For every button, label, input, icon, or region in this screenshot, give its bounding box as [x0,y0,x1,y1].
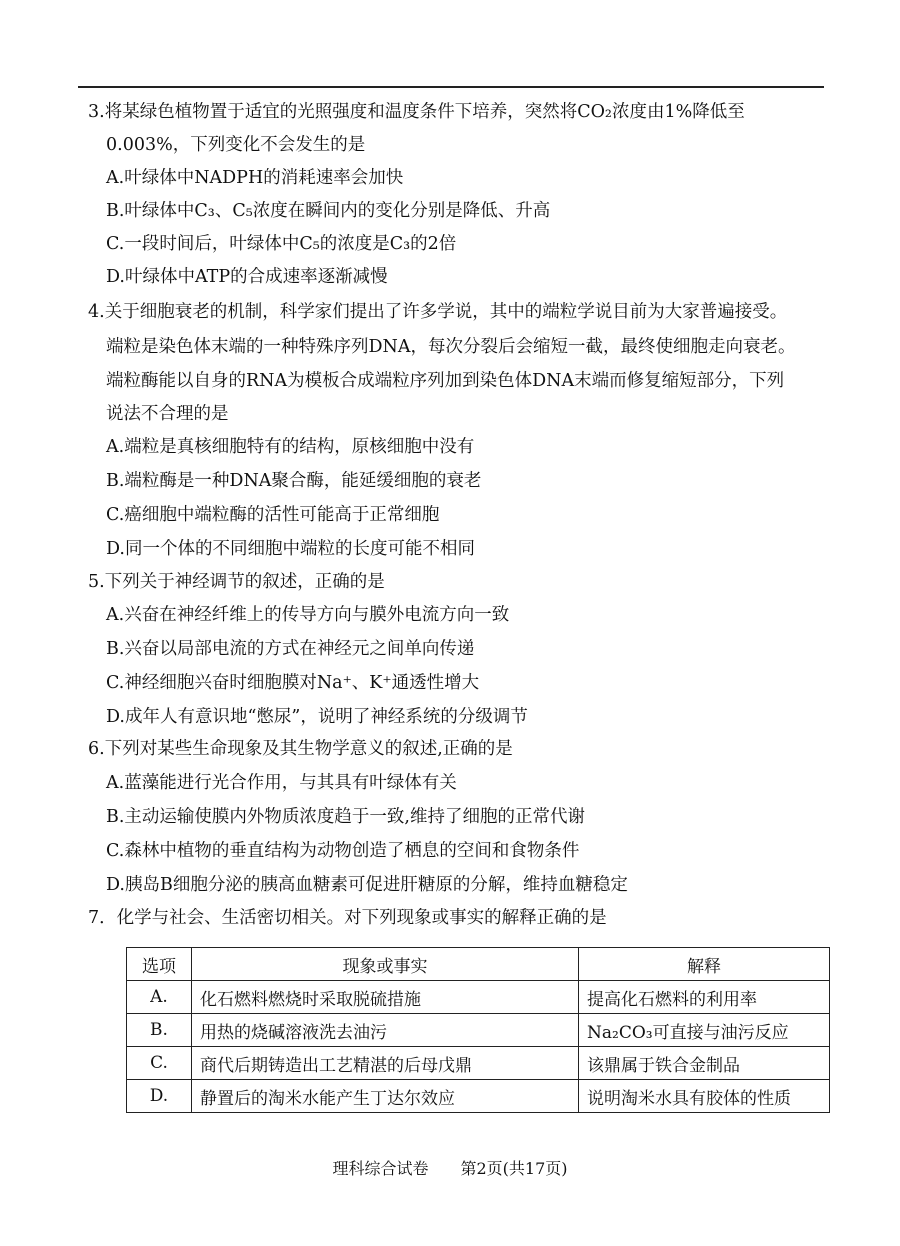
q3-option-c: C.一段时间后，叶绿体中C₅的浓度是C₃的2倍 [106,234,457,254]
q6-option-b: B.主动运输使膜内外物质浓度趋于一致,维持了细胞的正常代谢 [106,807,585,827]
table-cell-phenomenon: 用热的烧碱溶液洗去油污 [192,1014,579,1047]
q4-option-b: B.端粒酶是一种DNA聚合酶，能延缓细胞的衰老 [106,471,482,491]
q3-option-b: B.叶绿体中C₃、C₅浓度在瞬间内的变化分别是降低、升高 [106,201,551,221]
table-header-explanation: 解释 [579,948,830,981]
table-cell-explanation: 说明淘米水具有胶体的性质 [579,1080,830,1113]
q4-option-c: C.癌细胞中端粒酶的活性可能高于正常细胞 [106,505,440,525]
q7-table [126,947,830,1113]
table-cell-option: A. [127,981,192,1014]
table-cell-phenomenon: 静置后的淘米水能产生丁达尔效应 [192,1080,579,1113]
table-header-row [127,948,830,981]
q4-stem-line1: 4.关于细胞衰老的机制，科学家们提出了许多学说，其中的端粒学说目前为大家普遍接受。 [88,302,788,322]
q4-stem-line4: 说法不合理的是 [106,404,229,424]
table-cell-option: D. [127,1080,192,1113]
table-cell-option: B. [127,1014,192,1047]
q3-option-a: A.叶绿体中NADPH的消耗速率会加快 [106,168,404,188]
q5-option-c: C.神经细胞兴奋时细胞膜对Na⁺、K⁺通透性增大 [106,673,480,693]
q4-option-d: D.同一个体的不同细胞中端粒的长度可能不相同 [106,539,475,559]
header-rule [78,86,824,88]
q6-option-d: D.胰岛B细胞分泌的胰高血糖素可促进肝糖原的分解，维持血糖稳定 [106,875,628,895]
q3-stem-cont: 0.003%，下列变化不会发生的是 [106,135,366,155]
q4-option-a: A.端粒是真核细胞特有的结构，原核细胞中没有 [106,437,475,457]
q3-stem: 3.将某绿色植物置于适宜的光照强度和温度条件下培养，突然将CO₂浓度由1%降低至 [88,102,745,122]
table-cell-option: C. [127,1047,192,1080]
table-header-option: 选项 [127,948,192,981]
q4-stem-line3: 端粒酶能以自身的RNA为模板合成端粒序列加到染色体DNA末端而修复缩短部分，下列 [106,371,785,391]
q6-option-c: C.森林中植物的垂直结构为动物创造了栖息的空间和食物条件 [106,841,580,861]
q5-stem: 5.下列关于神经调节的叙述，正确的是 [88,572,385,592]
q4-stem-line2: 端粒是染色体末端的一种特殊序列DNA，每次分裂后会缩短一截，最终使细胞走向衰老。 [106,337,796,357]
table-row [127,1014,830,1047]
table-row [127,1080,830,1113]
table-row [127,1047,830,1080]
q3-option-d: D.叶绿体中ATP的合成速率逐渐减慢 [106,267,388,287]
table-row [127,981,830,1014]
q5-option-a: A.兴奋在神经纤维上的传导方向与膜外电流方向一致 [106,605,510,625]
table-cell-explanation: Na₂CO₃可直接与油污反应 [579,1014,830,1047]
table-header-phenomenon: 现象或事实 [192,948,579,981]
table-cell-explanation: 该鼎属于铁合金制品 [579,1047,830,1080]
table-cell-phenomenon: 化石燃料燃烧时采取脱硫措施 [192,981,579,1014]
q6-stem: 6.下列对某些生命现象及其生物学意义的叙述,正确的是 [88,739,513,759]
q7-stem: 7．化学与社会、生活密切相关。对下列现象或事实的解释正确的是 [88,908,607,928]
q5-option-b: B.兴奋以局部电流的方式在神经元之间单向传递 [106,639,475,659]
page-footer: 理科综合试卷 第2页(共17页) [332,1159,568,1178]
table-cell-phenomenon: 商代后期铸造出工艺精湛的后母戊鼎 [192,1047,579,1080]
q6-option-a: A.蓝藻能进行光合作用，与其具有叶绿体有关 [106,773,457,793]
table-cell-explanation: 提高化石燃料的利用率 [579,981,830,1014]
q5-option-d: D.成年人有意识地“憋尿”，说明了神经系统的分级调节 [106,707,528,727]
